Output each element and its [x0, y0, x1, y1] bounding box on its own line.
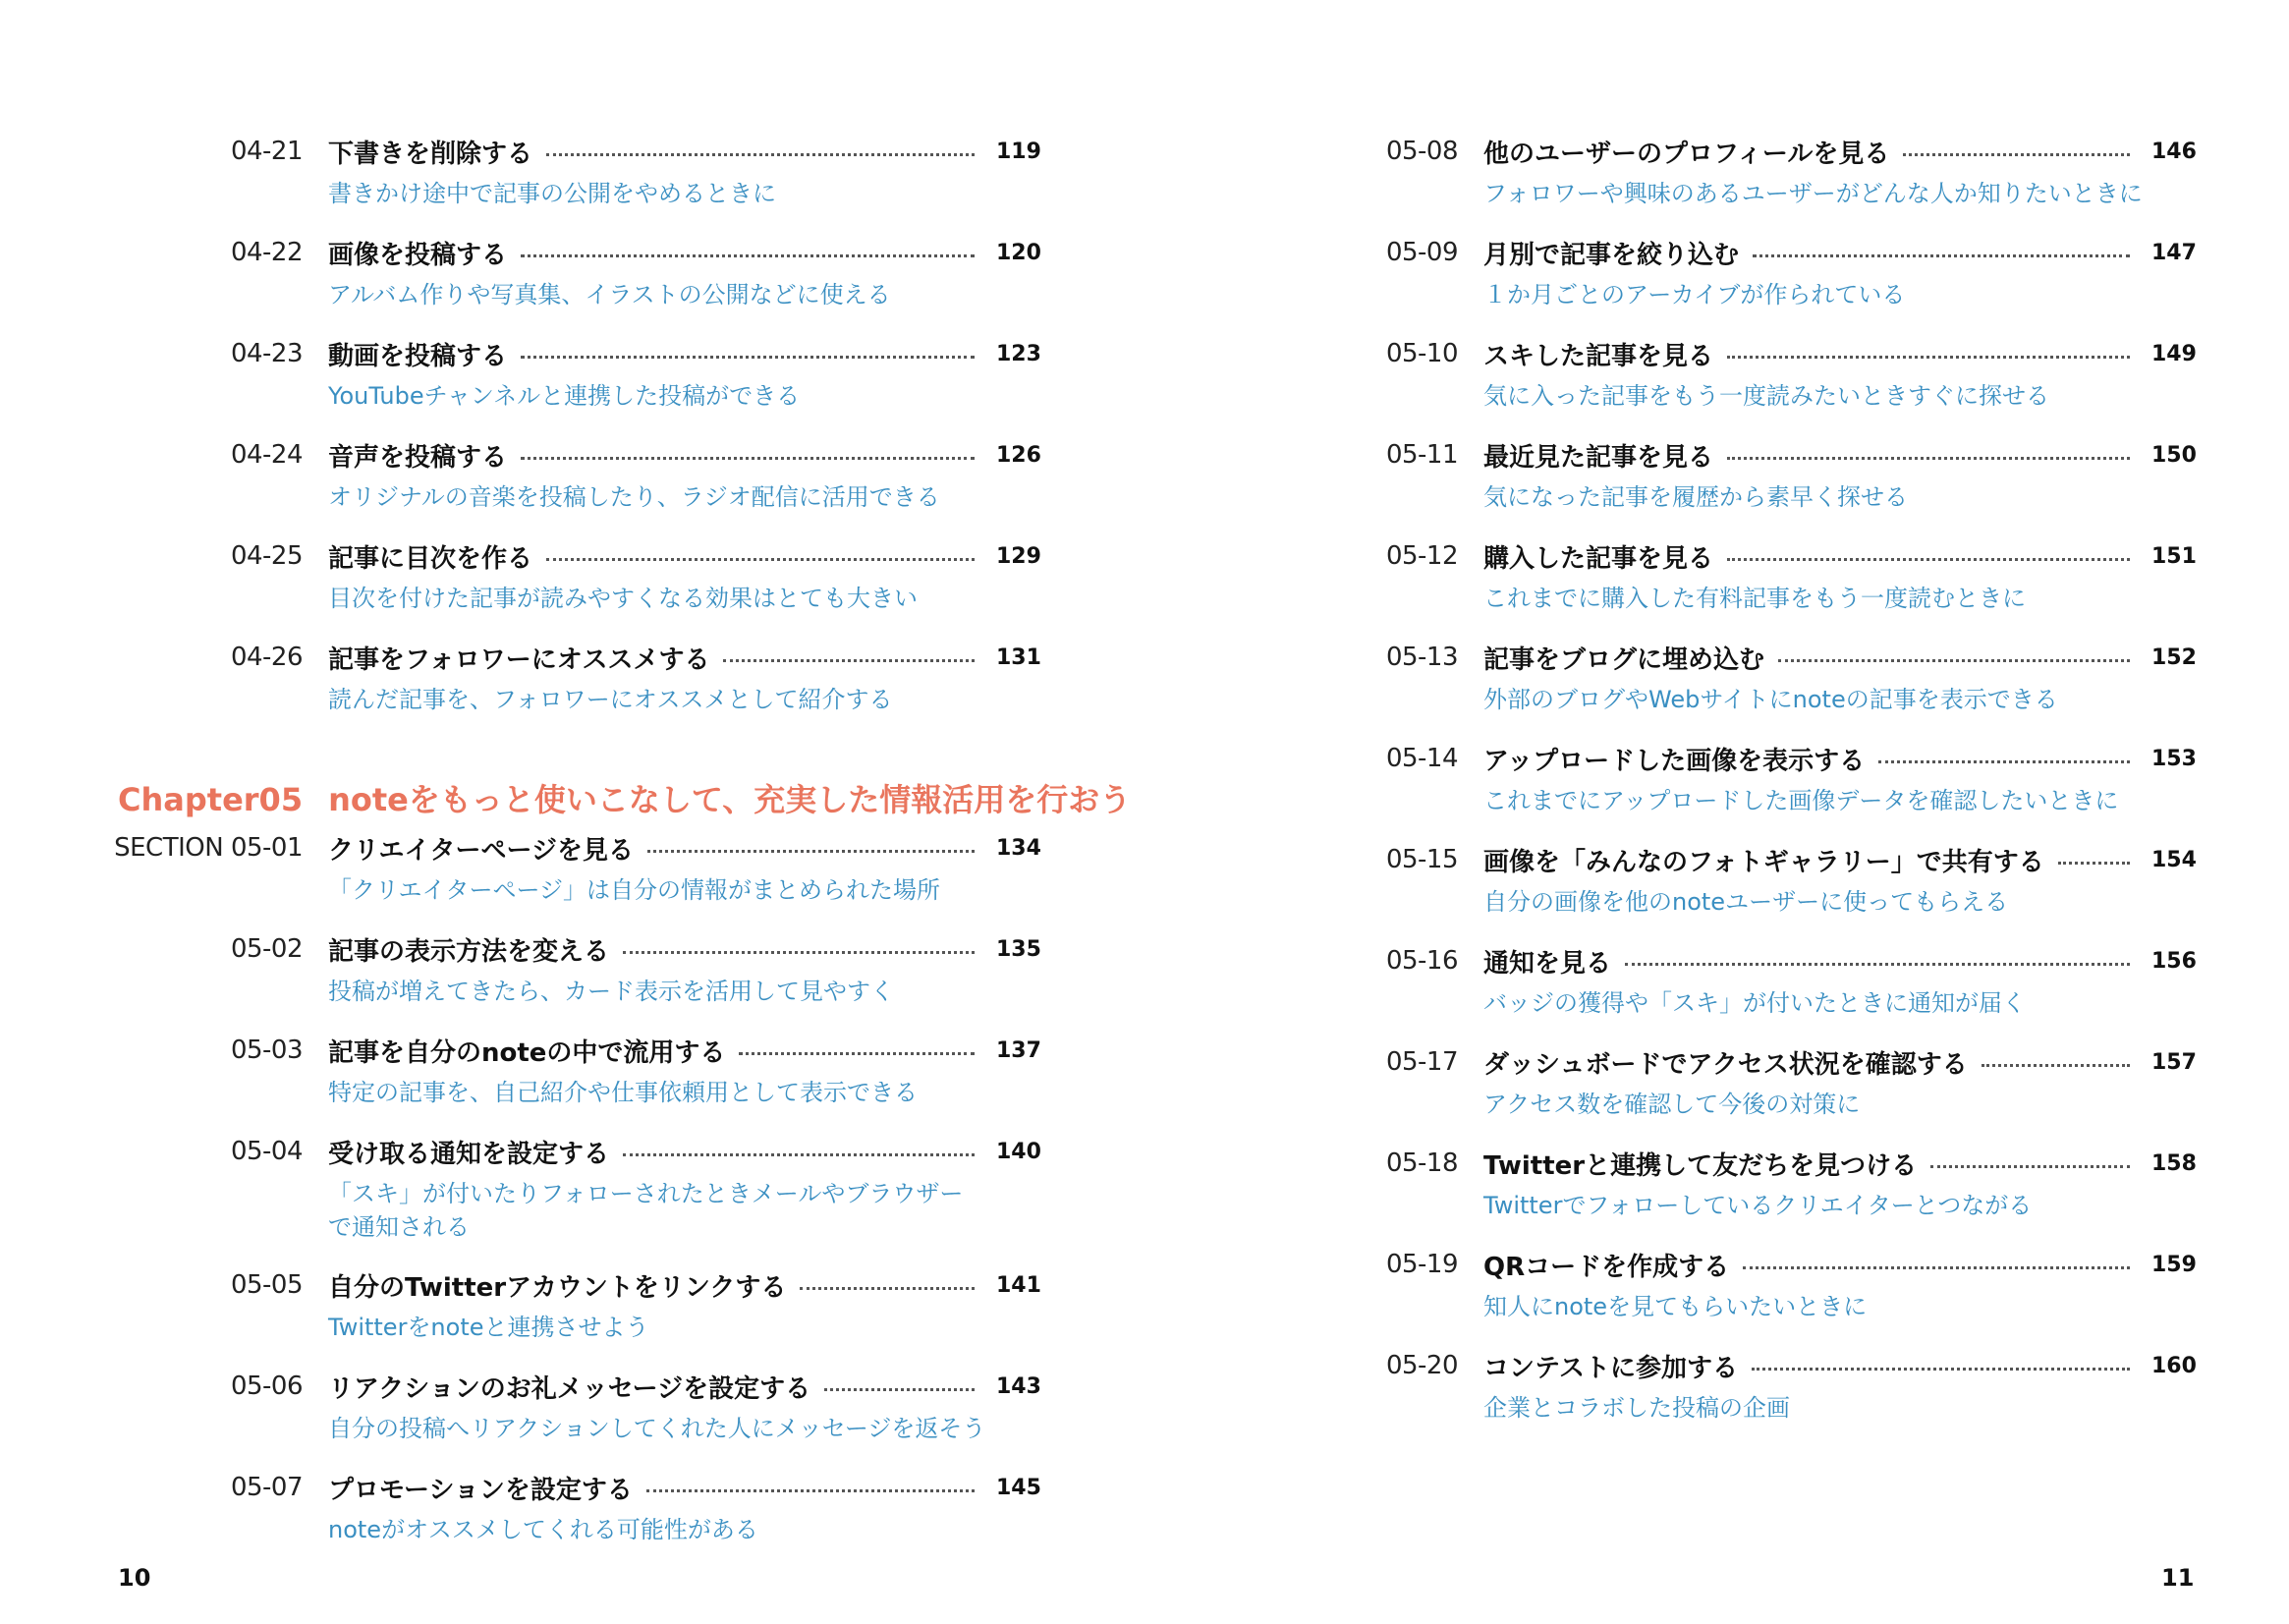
page-ref: 123 [996, 341, 1041, 366]
section-title: プロモーションを設定する [328, 1470, 646, 1506]
leader-dots [800, 1287, 975, 1290]
section-subtitle: これまでにアップロードした画像データを確認したいときに [1483, 787, 2119, 814]
toc-entry-05-11[interactable] [1385, 435, 2197, 514]
toc-entry-05-15[interactable] [1385, 840, 2197, 919]
section-number: 04-23 [230, 339, 303, 368]
toc-entry-05-18[interactable] [1385, 1144, 2197, 1222]
leader-dots [1778, 659, 2130, 662]
page-ref: 134 [996, 835, 1041, 861]
section-title: QRコードを作成する [1483, 1247, 1743, 1283]
section-subtitle: 外部のブログやWebサイトにnoteの記事を表示できる [1483, 686, 2058, 713]
section-title: 記事に目次を作る [328, 538, 546, 575]
page-ref: 119 [996, 139, 1041, 164]
leader-dots [623, 951, 975, 954]
leader-dots [1982, 1064, 2130, 1067]
section-subtitle: 書きかけ途中で記事の公開をやめるときに [328, 180, 776, 207]
section-number: 04-24 [230, 440, 303, 470]
section-title: 記事の表示方法を変える [328, 931, 623, 968]
section-number: 05-10 [1385, 339, 1458, 368]
section-subtitle: Twitterをnoteと連携させよう [328, 1314, 649, 1341]
section-number: 05-02 [230, 934, 303, 964]
toc-entry-05-13[interactable] [1385, 638, 2197, 716]
section-title: 通知を見る [1483, 943, 1625, 980]
leader-dots [546, 558, 975, 561]
section-number: 05-07 [230, 1473, 303, 1502]
page-ref: 140 [996, 1139, 1041, 1164]
section-subtitle: 企業とコラボした投稿の企画 [1483, 1394, 1790, 1422]
page-number: 10 [118, 1564, 151, 1592]
leader-dots [521, 356, 975, 359]
section-title: クリエイターページを見る [328, 830, 647, 867]
section-title: 画像を「みんなのフォトギャラリー」で共有する [1483, 842, 2058, 878]
section-number: 05-09 [1385, 238, 1458, 267]
toc-entry-05-10[interactable] [1385, 334, 2197, 413]
toc-entry-05-01[interactable] [114, 828, 1041, 907]
toc-entry-05-04[interactable] [230, 1132, 1041, 1244]
section-number: 04-22 [230, 238, 303, 267]
toc-entry-04-25[interactable] [230, 536, 1041, 615]
chapter-title: noteをもっと使いこなして、充実した情報活用を行おう [328, 781, 1132, 818]
leader-dots [1753, 254, 2130, 257]
page-ref: 150 [2151, 442, 2197, 468]
toc-entry-05-19[interactable] [1385, 1245, 2197, 1323]
leader-dots [1727, 356, 2130, 359]
section-number: 05-11 [1385, 440, 1458, 470]
section-subtitle: 特定の記事を、自己紹介や仕事依頼用として表示できる [328, 1079, 918, 1106]
left-page [0, 0, 1144, 1624]
section-title: 画像を投稿する [328, 235, 521, 271]
page-ref: 157 [2151, 1049, 2197, 1075]
toc-entry-05-20[interactable] [1385, 1346, 2197, 1425]
page-number: 11 [2161, 1564, 2195, 1592]
page-ref: 154 [2151, 847, 2197, 872]
section-subtitle: YouTubeチャンネルと連携した投稿ができる [328, 382, 801, 410]
page-ref: 159 [2151, 1252, 2197, 1277]
toc-entry-05-14[interactable] [1385, 739, 2197, 817]
section-title: 最近見た記事を見る [1483, 437, 1727, 474]
section-subtitle: これまでに購入した有料記事をもう一度読むときに [1483, 585, 2026, 612]
section-title: スキした記事を見る [1483, 336, 1727, 372]
leader-dots [646, 1489, 975, 1492]
page-ref: 153 [2151, 746, 2197, 771]
section-number: 05-05 [230, 1270, 303, 1300]
toc-entry-05-17[interactable] [1385, 1042, 2197, 1121]
page-ref: 158 [2151, 1150, 2197, 1176]
section-number: 05-19 [1385, 1250, 1458, 1279]
section-title: 記事をフォロワーにオススメする [328, 640, 723, 676]
section-title: 購入した記事を見る [1483, 538, 1727, 575]
page-ref: 147 [2151, 240, 2197, 265]
page-ref: 149 [2151, 341, 2197, 366]
section-number: 04-26 [230, 643, 303, 672]
section-subtitle: 目次を付けた記事が読みやすくなる効果はとても大きい [328, 585, 918, 612]
section-subtitle: １か月ごとのアーカイブが作られている [1483, 281, 1906, 308]
page-ref: 141 [996, 1272, 1041, 1298]
section-title: 自分のTwitterアカウントをリンクする [328, 1267, 800, 1304]
section-title: 記事を自分のnoteの中で流用する [328, 1033, 739, 1069]
section-title: Twitterと連携して友だちを見つける [1483, 1146, 1930, 1182]
section-subtitle: オリジナルの音楽を投稿したり、ラジオ配信に活用できる [328, 483, 940, 511]
chapter-heading [118, 775, 1131, 820]
section-subtitle: 「スキ」が付いたりフォローされたときメールやブラウザーで通知される [328, 1180, 964, 1241]
section-title: リアクションのお礼メッセージを設定する [328, 1369, 824, 1405]
toc-entry-04-24[interactable] [230, 435, 1041, 514]
leader-dots [1930, 1165, 2130, 1168]
section-subtitle: 投稿が増えてきたら、カード表示を活用して見やすく [328, 978, 894, 1005]
leader-dots [2058, 862, 2130, 865]
section-title: 音声を投稿する [328, 437, 521, 474]
section-subtitle: アクセス数を確認して今後の対策に [1483, 1091, 1861, 1118]
section-title: 記事をブログに埋め込む [1483, 640, 1778, 676]
toc-entry-04-26[interactable] [230, 638, 1041, 716]
right-page [1144, 0, 2289, 1624]
leader-dots [1878, 760, 2130, 763]
leader-dots [1743, 1266, 2130, 1269]
section-number: 05-18 [1385, 1148, 1458, 1178]
page-ref: 152 [2151, 644, 2197, 670]
section-number: 05-03 [230, 1036, 303, 1065]
leader-dots [1727, 457, 2130, 460]
section-number: SECTION 05-01 [114, 833, 303, 863]
section-number: 05-14 [1385, 744, 1458, 773]
section-number: 04-25 [230, 541, 303, 571]
section-number: 05-16 [1385, 946, 1458, 976]
toc-entry-05-02[interactable] [230, 929, 1041, 1008]
page-ref: 135 [996, 936, 1041, 962]
page-ref: 137 [996, 1037, 1041, 1063]
leader-dots [1625, 963, 2130, 966]
leader-dots [824, 1388, 975, 1391]
page-ref: 156 [2151, 948, 2197, 974]
toc-entry-05-07[interactable] [230, 1468, 1041, 1546]
section-number: 05-15 [1385, 845, 1458, 874]
page-ref: 120 [996, 240, 1041, 265]
leader-dots [521, 254, 975, 257]
section-title: 動画を投稿する [328, 336, 521, 372]
toc-entry-05-06[interactable] [230, 1367, 1041, 1445]
toc-entry-05-16[interactable] [1385, 941, 2197, 1020]
toc-entry-04-23[interactable] [230, 334, 1041, 413]
leader-dots [1903, 153, 2130, 156]
section-title: アップロードした画像を表示する [1483, 741, 1878, 777]
toc-entry-05-09[interactable] [1385, 233, 2197, 311]
section-number: 05-17 [1385, 1047, 1458, 1077]
leader-dots [723, 659, 975, 662]
section-number: 05-12 [1385, 541, 1458, 571]
page-ref: 126 [996, 442, 1041, 468]
toc-entry-05-03[interactable] [230, 1031, 1041, 1109]
section-number: 04-21 [230, 137, 303, 166]
toc-entry-05-12[interactable] [1385, 536, 2197, 615]
section-title: ダッシュボードでアクセス状況を確認する [1483, 1044, 1982, 1081]
leader-dots [521, 457, 975, 460]
section-subtitle: アルバム作りや写真集、イラストの公開などに使える [328, 281, 891, 308]
leader-dots [1727, 558, 2130, 561]
toc-entry-04-21[interactable] [230, 132, 1041, 210]
section-subtitle: 気に入った記事をもう一度読みたいときすぐに探せる [1483, 382, 2049, 410]
chapter-number: Chapter05 [118, 781, 304, 818]
section-subtitle: Twitterでフォローしているクリエイターとつながる [1483, 1192, 2033, 1219]
page-ref: 129 [996, 543, 1041, 569]
leader-dots [623, 1153, 975, 1156]
section-title: 月別で記事を絞り込む [1483, 235, 1753, 271]
section-subtitle: フォロワーや興味のあるユーザーがどんな人か知りたいときに [1483, 180, 2143, 207]
page-ref: 131 [996, 644, 1041, 670]
leader-dots [647, 850, 975, 853]
section-number: 05-06 [230, 1372, 303, 1401]
section-subtitle: noteがオススメしてくれる可能性がある [328, 1516, 758, 1543]
section-subtitle: 自分の画像を他のnoteユーザーに使ってもらえる [1483, 888, 2009, 916]
page-ref: 146 [2151, 139, 2197, 164]
section-title: 受け取る通知を設定する [328, 1134, 623, 1170]
leader-dots [546, 153, 975, 156]
section-subtitle: 自分の投稿へリアクションしてくれた人にメッセージを返そう [328, 1415, 986, 1442]
section-subtitle: 読んだ記事を、フォロワーにオススメとして紹介する [328, 686, 893, 713]
page-ref: 160 [2151, 1353, 2197, 1378]
section-subtitle: 気になった記事を履歴から素早く探せる [1483, 483, 1908, 511]
section-subtitle: 「クリエイターページ」は自分の情報がまとめられた場所 [328, 876, 941, 904]
leader-dots [739, 1052, 975, 1055]
section-number: 05-20 [1385, 1351, 1458, 1380]
section-number: 05-08 [1385, 137, 1458, 166]
page-ref: 151 [2151, 543, 2197, 569]
page-ref: 143 [996, 1373, 1041, 1399]
section-title: 他のユーザーのプロフィールを見る [1483, 134, 1903, 170]
page-ref: 145 [996, 1475, 1041, 1500]
toc-entry-05-05[interactable] [230, 1265, 1041, 1344]
section-subtitle: 知人にnoteを見てもらいたいときに [1483, 1293, 1868, 1320]
section-number: 05-04 [230, 1137, 303, 1166]
toc-entry-05-08[interactable] [1385, 132, 2197, 210]
section-number: 05-13 [1385, 643, 1458, 672]
leader-dots [1752, 1368, 2130, 1371]
toc-entry-04-22[interactable] [230, 233, 1041, 311]
section-title: 下書きを削除する [328, 134, 546, 170]
section-subtitle: バッジの獲得や「スキ」が付いたときに通知が届く [1483, 989, 2026, 1017]
section-title: コンテストに参加する [1483, 1348, 1752, 1384]
